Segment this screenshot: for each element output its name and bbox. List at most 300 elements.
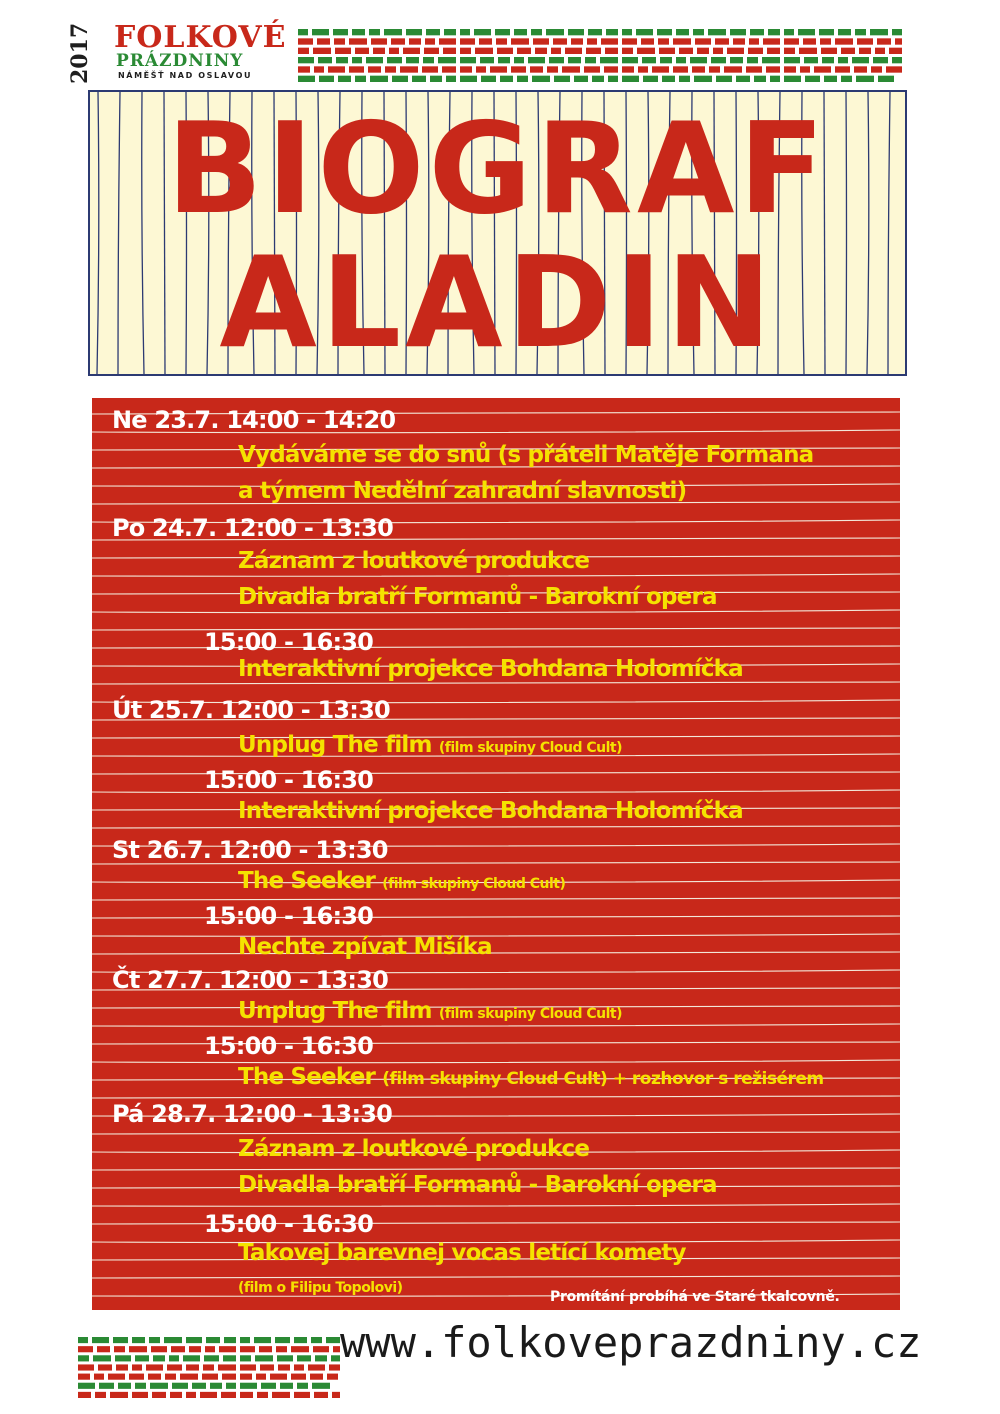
stripe-dash [835,38,853,44]
stripe-dash [206,1337,220,1343]
stripe-dash [784,57,800,63]
stripe-dash [875,48,885,54]
stripe-dash [170,1392,182,1398]
panel-line [92,1132,900,1134]
stripe-dash [784,48,795,54]
stripe-dash [118,1383,131,1389]
stripe-dash [78,1346,93,1352]
stripe-dash [821,48,837,54]
title-line-2: ALADIN [219,229,776,374]
stripe-dash [403,48,420,54]
stripe-dash [517,76,528,82]
stripe-dash [592,76,604,82]
stripe-dash [600,57,618,63]
stripe-dash [315,1355,327,1361]
stripe-dash [260,1364,274,1370]
stripe-dash [355,76,366,82]
stripe-dash [240,1346,255,1352]
stripe-dash [736,76,750,82]
stripe-dash [730,29,746,35]
stripe-dash [443,48,456,54]
event-title-main: The Seeker [238,1064,383,1090]
stripe-dash [871,66,882,72]
stripe-dash [298,57,314,63]
stripe-dash [391,38,405,44]
event-title-main: The Seeker [238,868,383,894]
stripe-dash [255,1355,273,1361]
stripe-dash [240,1392,253,1398]
stripe-dash [859,48,871,54]
stripe-dash [349,66,364,72]
stripe-dash [430,76,442,82]
stripe-dash [334,38,345,44]
stripe-dash [446,76,456,82]
stripe-dash [511,38,529,44]
stripe-dash [385,66,396,72]
stripe-dash [387,57,402,63]
stripe-dash [332,1392,340,1398]
stripe-dash [799,48,817,54]
stripe-dash [116,1364,128,1370]
stripe-dash [638,66,648,72]
stripe-dash [186,1392,196,1398]
stripe-dash [565,48,582,54]
panel-line [92,1024,900,1026]
stripe-dash [384,29,402,35]
day-thursday: Čt 27.7. 12:00 - 13:30 [112,966,388,994]
stripe-dash [587,38,597,44]
event-subtitle: (film o Filipu Topolovi) [238,1280,403,1296]
stripe-dash [99,1383,114,1389]
day-tuesday: Út 25.7. 12:00 - 13:30 [112,696,390,724]
stripe-dash [298,66,310,72]
stripe-dash [500,76,513,82]
stripe-dash [135,1355,149,1361]
stripe-dash [546,29,564,35]
stripe-dash [333,1346,340,1352]
stripe-dash [495,29,510,35]
stripe-dash [475,48,493,54]
stripe-dash [205,1346,215,1352]
stripe-dash [202,1374,218,1380]
stripe-dash [622,38,637,44]
event-title [238,1066,824,1089]
stripe-dash [355,48,369,54]
panel-line [92,1276,900,1278]
stripe-dash [222,1374,236,1380]
logo-folkove: FOLKOVÉ [114,20,287,55]
stripe-dash [132,1364,142,1370]
stripe-dash [554,76,570,82]
stripe-dash [690,57,707,63]
logo-year: 2017 [67,22,93,84]
stripe-dash [298,76,315,82]
panel-line [92,1096,900,1098]
stripe-dash [311,1337,322,1343]
stripe-dash [746,66,762,72]
stripe-dash [841,76,852,82]
stripe-dash [368,66,381,72]
event-title: Divadla bratří Formanů - Barokní opera [238,1172,717,1198]
stripe-dash [711,57,726,63]
stripe-dash [498,57,510,63]
stripe-dash [662,76,675,82]
stripe-dash [692,66,705,72]
stripe-dash [474,29,491,35]
stripe-dash [716,76,732,82]
stripe-dash [167,1364,182,1370]
stripe-dash [873,57,888,63]
stripe-dash [272,1392,290,1398]
stripe-dash [695,38,711,44]
stripe-dash [724,66,742,72]
title-banner [90,92,905,374]
stripe-dash [604,66,618,72]
stripe-dash [224,1337,236,1343]
stripe-dash [270,1374,287,1380]
stripe-dash [78,1374,90,1380]
stripe-dash [497,48,513,54]
stripe-dash [749,38,759,44]
stripe-dash [219,1346,236,1352]
stripe-dash [98,1364,112,1370]
stripe-dash [257,1392,268,1398]
stripe-dash [240,1337,250,1343]
stripe-dash [294,1392,310,1398]
event-subtitle: (film skupiny Cloud Cult) [438,1006,623,1022]
stripe-dash [256,1374,266,1380]
stripe-dash [643,76,658,82]
stripe-dash [694,76,712,82]
stripe-dash [784,66,796,72]
stripe-dash [425,38,435,44]
stripe-dash [218,1364,236,1370]
stripe-dash [192,1383,206,1389]
stripe-dash [95,1392,106,1398]
event-time: 15:00 - 16:30 [204,902,374,930]
stripe-dash [78,1383,95,1389]
stripe-dash [148,1374,161,1380]
stripe-dash [444,29,456,35]
stripe-dash [254,1337,271,1343]
stripe-dash [481,76,496,82]
panel-line [92,826,900,828]
stripe-dash [605,48,618,54]
stripe-dash [204,1355,219,1361]
stripe-dash [423,57,434,63]
stripe-dash [352,29,365,35]
stripe-dash [715,38,729,44]
stripe-dash [490,66,507,72]
stripe-dash [770,76,780,82]
stripe-dash [841,48,855,54]
event-title: Vydáváme se do snů (s přáteli Matěje Formana [238,442,814,468]
event-title: Záznam z loutkové produkce [238,1136,590,1162]
stripe-dash [814,66,831,72]
stripe-dash [622,57,638,63]
stripe-dash [312,1383,330,1389]
stripe-dash [748,48,763,54]
stripe-dash [78,1392,91,1398]
stripe-dash [331,1355,340,1361]
stripe-dash [291,1374,306,1380]
stripe-dash [730,57,743,63]
stripe-dash [310,1374,323,1380]
stripe-dash [164,1337,182,1343]
stripe-dash [150,1383,168,1389]
event-title-main: Unplug The film [238,732,439,758]
stripe-dash [370,76,388,82]
stripe-dash [622,66,634,72]
stripe-dash [409,38,421,44]
website-url[interactable]: www.folkoveprazdniny.cz [340,1318,922,1367]
stripe-dash [766,66,780,72]
stripe-dash [172,1383,188,1389]
stripe-dash [314,66,324,72]
stripe-dash [312,29,329,35]
stripe-dash [652,66,669,72]
stripe-dash [406,29,422,35]
stripe-dash [371,38,387,44]
stripe-dash [149,1337,160,1343]
stripe-dash [820,38,831,44]
stripe-dash [762,57,780,63]
stripe-dash [460,57,476,63]
event-subtitle: (film skupiny Cloud Cult) [382,876,566,892]
stripe-dash [606,29,618,35]
stripe-dash [113,1337,128,1343]
stripe-dash [392,76,408,82]
decorative-stripes-top [298,28,902,84]
stripe-dash [153,1355,165,1361]
stripe-dash [189,1346,201,1352]
stripe-dash [568,29,584,35]
stripe-dash [297,1355,311,1361]
stripe-dash [424,48,439,54]
stripe-dash [528,57,545,63]
stripe-dash [659,48,675,54]
stripe-dash [135,1383,146,1389]
stripe-dash [319,76,334,82]
stripe-dash [476,66,486,72]
stripe-dash [679,48,693,54]
stripe-dash [259,1346,272,1352]
stripe-dash [297,1383,308,1389]
panel-line [92,1060,900,1063]
stripe-dash [574,76,588,82]
stripe-dash [531,29,542,35]
stripe-dash [856,76,874,82]
stripe-dash [673,66,688,72]
stripe-dash [240,1355,251,1361]
stripe-dash [679,76,690,82]
stripe-dash [294,1364,304,1370]
stripe-dash [277,1355,293,1361]
event-time: 15:00 - 16:30 [204,766,374,794]
stripe-dash [180,1374,198,1380]
stripe-dash [439,38,456,44]
day-wednesday: St 26.7. 12:00 - 13:30 [112,836,388,864]
stripe-dash [824,76,837,82]
stripe-dash [275,1337,290,1343]
stripe-dash [514,29,527,35]
stripe-dash [805,76,820,82]
stripe-dash [532,76,550,82]
stripe-dash [240,1383,257,1389]
stripe-dash [329,1364,340,1370]
stripe-dash [221,1392,236,1398]
stripe-dash [838,29,851,35]
stripe-dash [373,48,385,54]
stripe-dash [733,38,745,44]
logo-place: NÁMĚŠŤ NAD OSLAVOU [118,71,253,80]
stripe-dash [333,29,348,35]
stripe-dash [819,29,834,35]
stripe-dash [97,1346,110,1352]
stripe-dash [533,38,549,44]
stripe-dash [240,1374,252,1380]
stripe-dash [94,1374,104,1380]
stripe-dash [369,29,380,35]
stripe-dash [584,66,600,72]
stripe-dash [784,29,794,35]
stripe-dash [511,66,526,72]
stripe-dash [108,1374,125,1380]
stripe-dash [115,1355,131,1361]
panel-line [92,952,900,954]
stripe-dash [186,1337,202,1343]
stripe-dash [335,48,351,54]
title-line-1: BIOGRAF [166,95,829,242]
stripe-dash [870,29,888,35]
stripe-dash [553,38,567,44]
stripe-dash [763,38,780,44]
event-subtitle: (film skupiny Cloud Cult) [438,740,623,756]
event-title [238,734,622,757]
stripe-dash [366,57,383,63]
stripe-dash [800,66,810,72]
stripe-dash [406,57,419,63]
panel-line [92,898,900,900]
stripe-dash [622,48,633,54]
stripe-dash [171,1346,185,1352]
stripe-dash [314,1392,328,1398]
stripe-dash [637,48,655,54]
day-monday: Po 24.7. 12:00 - 13:30 [112,514,393,542]
stripe-dash [422,66,438,72]
stripe-dash [223,1355,236,1361]
stripe-dash [276,1346,287,1352]
stripe-dash [857,38,873,44]
stripe-dash [313,48,331,54]
stripe-dash [660,57,672,63]
stripe-dash [129,1346,147,1352]
stripe-dash [747,57,758,63]
stripe-dash [480,57,494,63]
event-title: Interaktivní projekce Bohdana Holomíčka [238,656,743,682]
venue-note: Promítání probíhá ve Staré tkalcovně. [550,1289,840,1305]
stripe-dash [852,57,869,63]
stripe-dash [294,1337,307,1343]
stripe-dash [352,57,362,63]
stripe-dash [496,38,507,44]
stripe-dash [438,57,456,63]
stripe-dash [838,57,848,63]
stripe-dash [586,48,601,54]
panel-line [92,682,900,684]
stripe-dash [200,1392,217,1398]
stripe-dash [308,1364,325,1370]
stripe-dash [673,38,691,44]
stripe-dash [676,57,686,63]
stripe-dash [280,1383,293,1389]
stripe-dash [708,29,726,35]
stripe-dash [514,57,524,63]
event-title [238,1274,403,1297]
stripe-dash [562,66,580,72]
stripe-dash [601,38,618,44]
stripe-dash [298,29,308,35]
event-time: 15:00 - 16:30 [204,1032,374,1060]
stripe-dash [93,1355,111,1361]
day-sunday: Ne 23.7. 14:00 - 14:20 [112,406,396,434]
stripe-dash [169,1355,179,1361]
stripe-dash [92,1337,109,1343]
stripe-dash [855,29,866,35]
stripe-dash [636,29,653,35]
stripe-dash [889,48,902,54]
stripe-dash [210,1383,222,1389]
stripe-dash [878,76,894,82]
stripe-dash [132,1392,148,1398]
panel-line [92,1168,900,1170]
stripe-dash [585,57,596,63]
day-friday: Pá 28.7. 12:00 - 13:30 [112,1100,393,1128]
event-time: 15:00 - 16:30 [204,628,374,656]
stripe-dash [349,38,367,44]
stripe-dash [78,1337,88,1343]
stripe-dash [784,76,801,82]
stripe-dash [835,66,850,72]
stripe-dash [186,1364,199,1370]
stripe-dash [338,76,351,82]
panel-line [92,574,900,576]
stripe-dash [114,1346,125,1352]
stripe-dash [240,1364,256,1370]
stripe-dash [822,57,834,63]
stripe-dash [318,57,332,63]
stripe-dash [298,48,309,54]
stripe-dash [151,1346,167,1352]
stripe-dash [426,29,440,35]
event-title: Takovej barevnej vocas letící komety [238,1240,686,1266]
stripe-dash [110,1392,128,1398]
stripe-dash [693,29,704,35]
stripe-dash [676,29,689,35]
event-subtitle: (film skupiny Cloud Cult) + rozhovor s režisérem [382,1069,824,1089]
stripe-dash [460,48,471,54]
stripe-dash [132,1337,145,1343]
stripe-dash [460,76,477,82]
stripe-dash [568,57,581,63]
stripe-dash [400,66,418,72]
stripe-dash [886,66,902,72]
stripe-dash [442,66,456,72]
stripe-dash [129,1374,144,1380]
stripe-dash [291,1346,309,1352]
stripe-dash [165,1374,176,1380]
event-title-main: Unplug The film [238,998,439,1024]
